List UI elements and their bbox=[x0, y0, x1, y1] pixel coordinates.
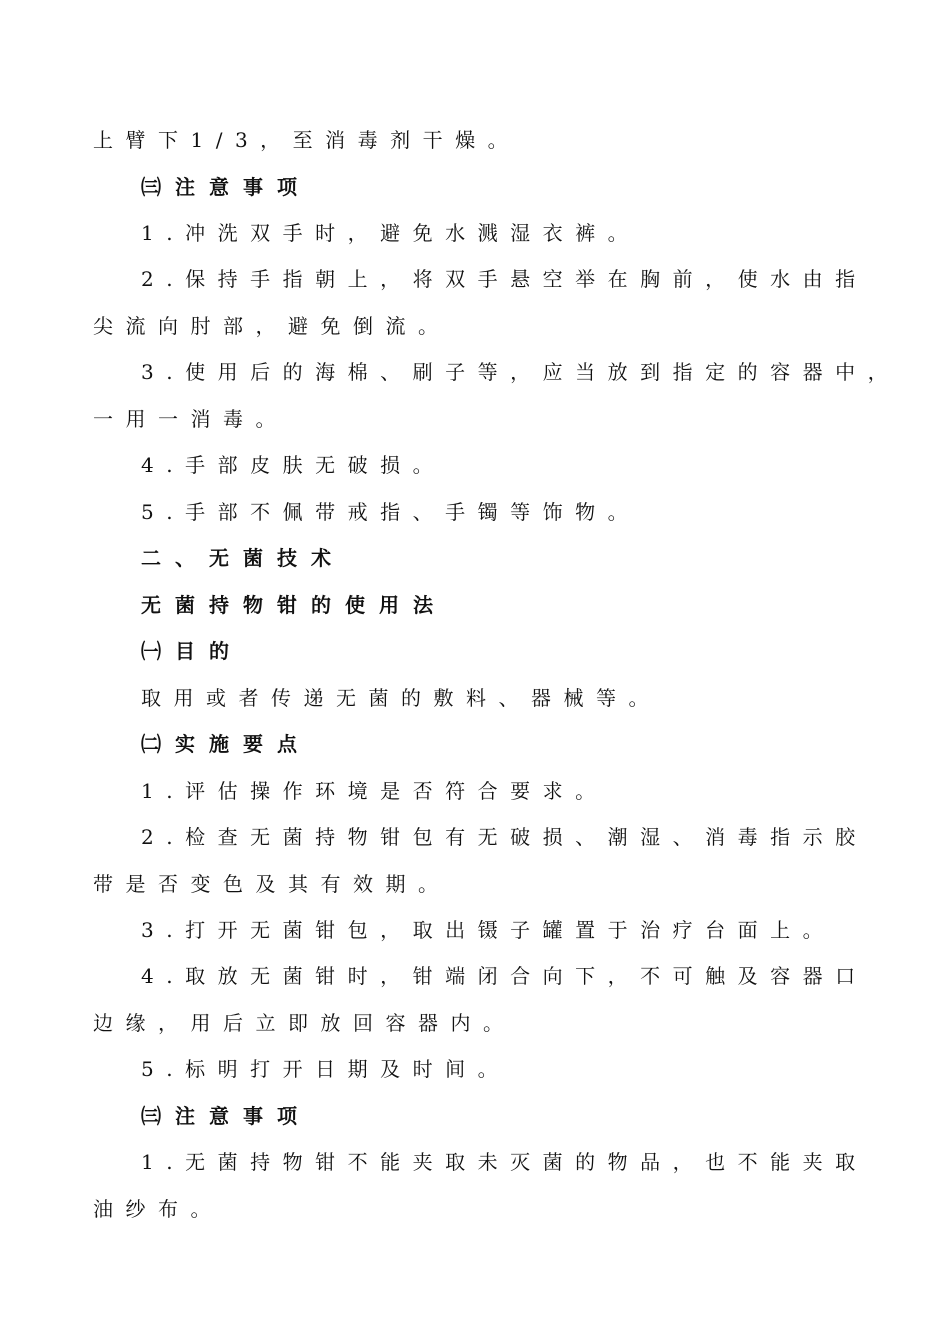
text-line-13: 取用或者传递无菌的敷料、器械等。 bbox=[141, 686, 661, 710]
text-line-4: 2.保持手指朝上，将双手悬空举在胸前，使水由指 bbox=[141, 267, 868, 291]
text-line-5: 尖流向肘部，避免倒流。 bbox=[93, 314, 451, 338]
text-line-17: 带是否变色及其有效期。 bbox=[93, 872, 451, 896]
text-line-21: 5.标明打开日期及时间。 bbox=[141, 1057, 511, 1081]
section-heading-notes-2: ㈢注意事项 bbox=[141, 1104, 311, 1128]
section-heading-key-points: ㈡实施要点 bbox=[141, 732, 311, 756]
text-line-3: 1.冲洗双手时，避免水溅湿衣裤。 bbox=[141, 221, 641, 245]
text-line-1: 上臂下1/3，至消毒剂干燥。 bbox=[93, 128, 521, 152]
text-line-20: 边缘，用后立即放回容器内。 bbox=[93, 1011, 516, 1035]
section-heading-aseptic: 二、无菌技术 bbox=[141, 546, 345, 570]
section-heading-notes: ㈢注意事项 bbox=[141, 175, 311, 199]
text-line-7: 一用一消毒。 bbox=[93, 407, 288, 431]
section-heading-purpose: ㈠目的 bbox=[141, 639, 243, 663]
text-line-19: 4.取放无菌钳时，钳端闭合向下，不可触及容器口 bbox=[141, 964, 868, 988]
text-line-16: 2.检查无菌持物钳包有无破损、潮湿、消毒指示胶 bbox=[141, 825, 868, 849]
text-line-18: 3.打开无菌钳包，取出镊子罐置于治疗台面上。 bbox=[141, 918, 836, 942]
text-line-15: 1.评估操作环境是否符合要求。 bbox=[141, 779, 608, 803]
subsection-heading-forceps: 无菌持物钳的使用法 bbox=[141, 593, 447, 617]
text-line-8: 4.手部皮肤无破损。 bbox=[141, 453, 446, 477]
text-line-24: 油纱布。 bbox=[93, 1197, 223, 1221]
text-line-23: 1.无菌持物钳不能夹取未灭菌的物品，也不能夹取 bbox=[141, 1150, 868, 1174]
text-line-6: 3.使用后的海棉、刷子等，应当放到指定的容器中， bbox=[141, 360, 901, 384]
text-line-9: 5.手部不佩带戒指、手镯等饰物。 bbox=[141, 500, 641, 524]
